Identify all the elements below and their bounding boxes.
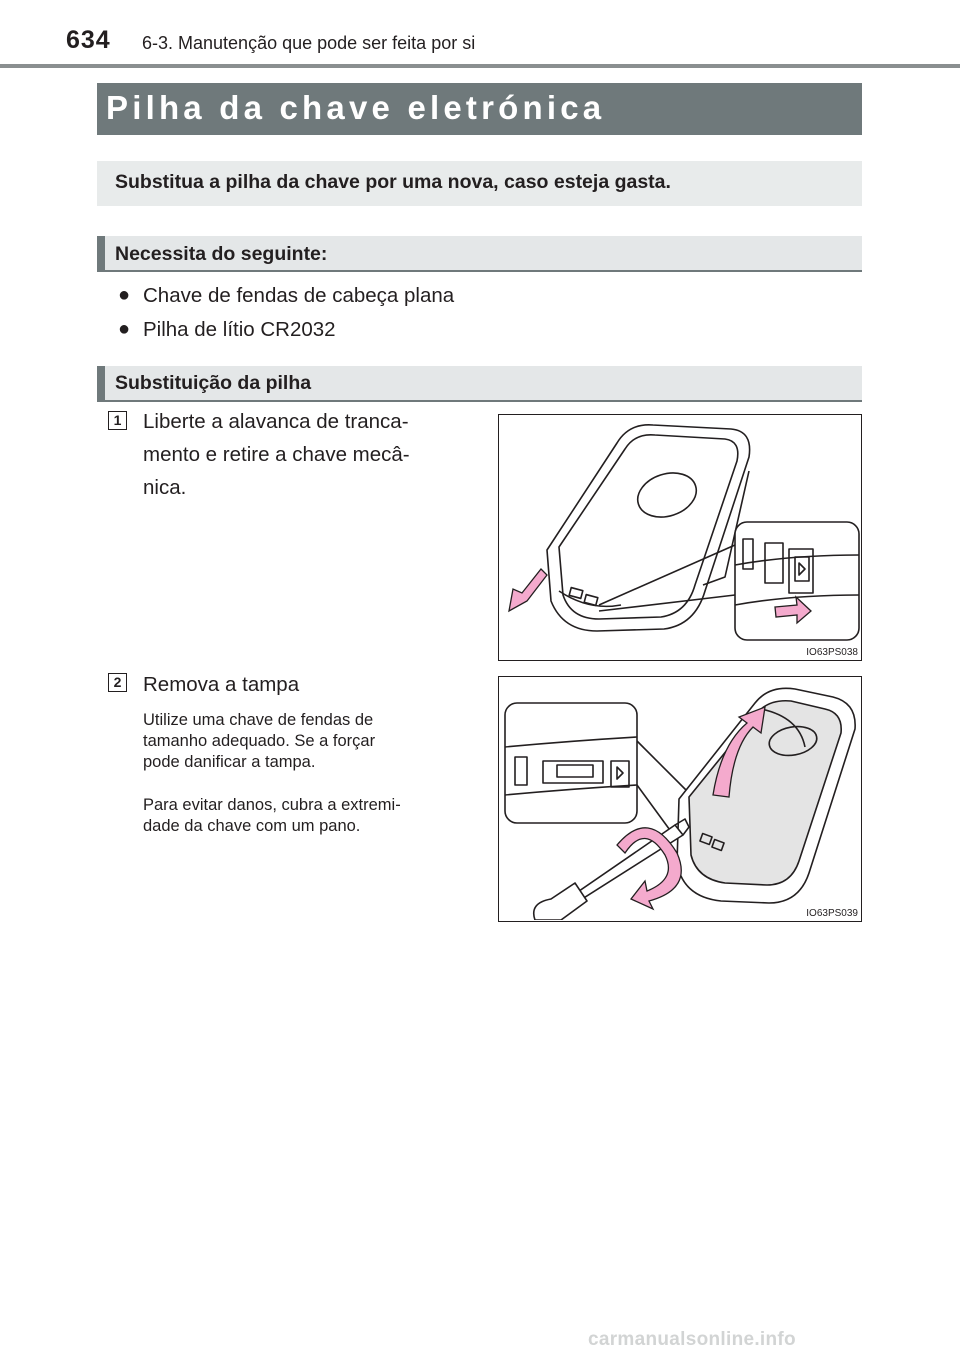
remove-cover-illustration <box>499 677 860 920</box>
running-head: 6-3. Manutenção que pode ser feita por si <box>142 33 476 53</box>
step-2-text: Remova a tampa <box>143 673 300 696</box>
bullet-dot-icon: ● <box>118 284 131 306</box>
step-2-note-1: Utilize uma chave de fendas de tamanho adequado. Se a forçar pode danificar a tampa. <box>143 711 376 771</box>
page-title: Pilha da chave eletrónica <box>106 89 606 126</box>
section-heading-replacement: Substituição da pilha <box>115 372 312 394</box>
step-2-note-2: Para evitar danos, cubra a extremi- dade da chave com um pano. <box>143 796 401 835</box>
key-release-illustration <box>499 415 860 659</box>
figure-code: IO63PS039 <box>806 908 858 919</box>
figure-remove-cover <box>498 676 862 922</box>
section-heading-requirements: Necessita do seguinte: <box>115 243 328 265</box>
bullet-item-battery: Pilha de lítio CR2032 <box>143 318 336 341</box>
pink-arrow-icon <box>509 569 547 611</box>
step-number-badge: 1 <box>108 411 127 430</box>
figure-code: IO63PS038 <box>806 647 858 658</box>
step-number-badge: 2 <box>108 673 127 692</box>
watermark-text: carmanualsonline.info <box>588 1329 796 1350</box>
bullet-item-screwdriver: Chave de fendas de cabeça plana <box>143 284 455 307</box>
step-1-text: Liberte a alavanca de tranca- mento e retire a chave mecâ- nica. <box>143 410 410 499</box>
header-rule <box>0 64 960 68</box>
intro-text: Substitua a pilha da chave por uma nova, caso esteja gasta. <box>115 171 671 193</box>
figure-key-release <box>498 414 862 661</box>
bullet-dot-icon: ● <box>118 318 131 340</box>
page-number: 634 <box>66 26 111 54</box>
